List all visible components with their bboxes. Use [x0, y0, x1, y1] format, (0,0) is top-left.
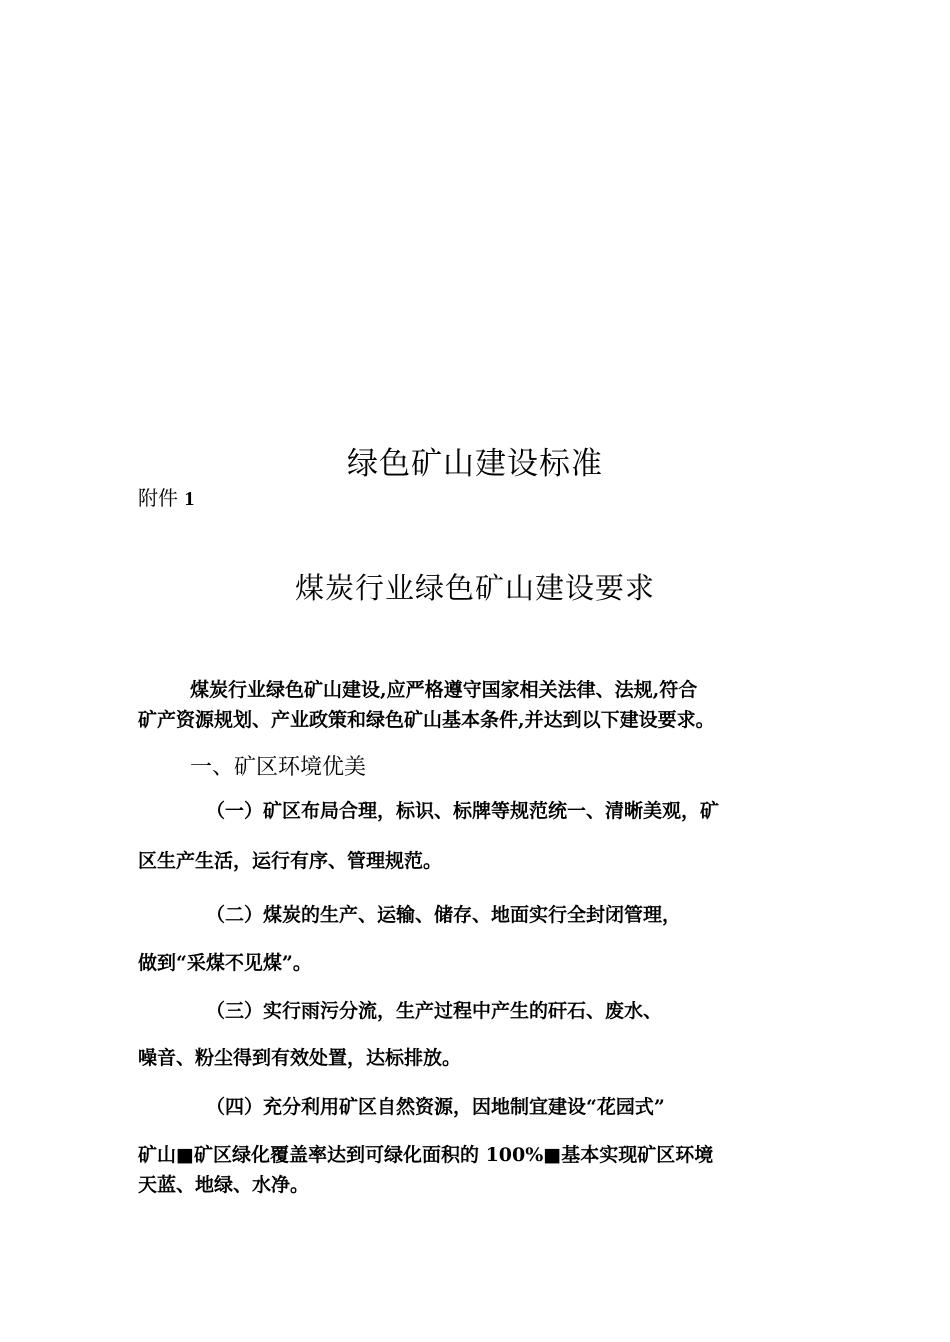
item-4-line-3: 天蓝、地绿、水净。 — [138, 1174, 310, 1196]
document-main-title: 绿色矿山建设标准 — [347, 446, 603, 482]
item-2-line-1: （二）煤炭的生产、运输、储存、地面实行全封闭管理， — [206, 904, 682, 926]
item-4-line-2: 矿山■矿区绿化覆盖率达到可绿化面积的 100%■基本实现矿区环境 — [138, 1144, 714, 1166]
item-3-line-1: （三）实行雨污分流，生产过程中产生的矸石、废水、 — [206, 1000, 663, 1022]
intro-paragraph-line-1: 煤炭行业绿色矿山建设,应严格遵守国家相关法律、法规,符合 — [190, 679, 698, 701]
item-1-line-1: （一）矿区布局合理，标识、标牌等规范统一、清晰美观，矿 — [206, 800, 720, 822]
item-2-line-2: 做到“采煤不见煤”。 — [138, 952, 312, 974]
intro-paragraph-line-2: 矿产资源规划、产业政策和绿色矿山基本条件,并达到以下建设要求。 — [138, 709, 715, 731]
annex-label-text: 附件 — [138, 486, 178, 510]
annex-label — [138, 482, 194, 511]
item-3-line-2: 噪音、粉尘得到有效处置，达标排放。 — [138, 1047, 462, 1069]
section-title: 煤炭行业绿色矿山建设要求 — [294, 571, 655, 605]
item-1-line-2: 区生产生活，运行有序、管理规范。 — [138, 850, 443, 872]
heading-1: 一、矿区环境优美 — [190, 755, 367, 780]
item-4-line-1: （四）充分利用矿区自然资源，因地制宜建设“花园式” — [206, 1096, 665, 1118]
annex-number: 1 — [184, 488, 195, 510]
